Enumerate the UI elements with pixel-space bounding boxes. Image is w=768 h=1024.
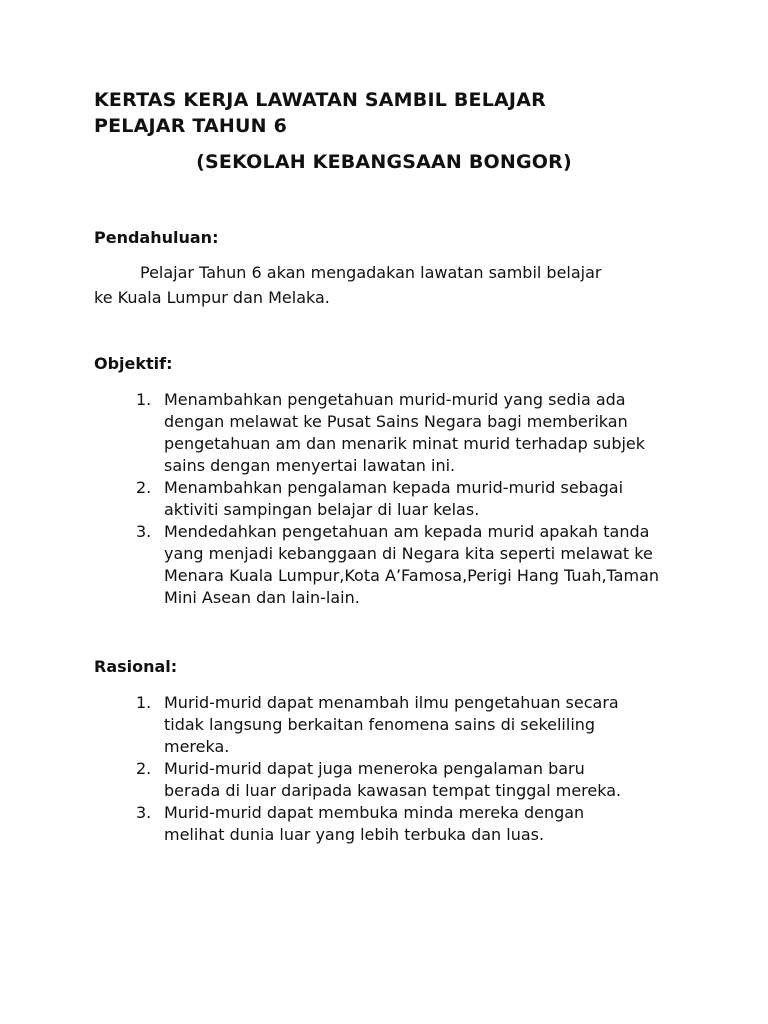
list-item-number: 1.: [136, 390, 152, 409]
objektif-heading: Objektif:: [94, 354, 173, 373]
pendahuluan-heading: Pendahuluan:: [94, 228, 219, 247]
list-item-number: 3.: [136, 522, 152, 541]
title-line-2: PELAJAR TAHUN 6: [94, 115, 287, 137]
list-item: [136, 802, 636, 846]
list-item-number: 3.: [136, 803, 152, 822]
list-item: [136, 692, 636, 758]
list-item-text: Murid-murid dapat membuka minda mereka dengan melihat dunia luar yang lebih terbuka dan luas.: [164, 803, 585, 844]
rasional-heading: Rasional:: [94, 657, 178, 676]
list-item-number: 1.: [136, 693, 152, 712]
pendahuluan-line-1: [94, 260, 684, 285]
list-item: [136, 521, 676, 609]
list-item-number: 2.: [136, 478, 152, 497]
document-title: [94, 87, 714, 139]
rasional-list: [136, 692, 636, 846]
list-item-text: Mendedahkan pengetahuan am kepada murid apakah tanda yang menjadi kebanggaan di Negara kita seperti melawat ke Menara Kuala Lumpur,Kota A’Famosa,Perigi Hang Tuah,Taman Mini Asean dan lain-lain.: [164, 522, 660, 607]
list-item-text: Murid-murid dapat menambah ilmu pengetahuan secara tidak langsung berkaitan fenomena sains di sekeliling mereka.: [164, 693, 619, 756]
list-item: [136, 477, 676, 521]
pendahuluan-line-2: ke Kuala Lumpur dan Melaka.: [94, 288, 330, 307]
document-subtitle: (SEKOLAH KEBANGSAAN BONGOR): [196, 151, 572, 173]
list-item: [136, 758, 636, 802]
list-item-text: Murid-murid dapat juga meneroka pengalaman baru berada di luar daripada kawasan tempat tinggal mereka.: [164, 759, 622, 800]
list-item-text: Menambahkan pengetahuan murid-murid yang sedia ada dengan melawat ke Pusat Sains Negara bagi memberikan pengetahuan am dan menarik minat murid terhadap subjek sains dengan menyertai lawatan ini.: [164, 390, 646, 475]
objektif-list: [136, 389, 676, 609]
pendahuluan-line-1-text: Pelajar Tahun 6 akan mengadakan lawatan sambil belajar: [140, 263, 602, 282]
pendahuluan-paragraph: [94, 260, 684, 310]
list-item: [136, 389, 676, 477]
title-line-1: KERTAS KERJA LAWATAN SAMBIL BELAJAR: [94, 89, 546, 111]
list-item-number: 2.: [136, 759, 152, 778]
list-item-text: Menambahkan pengalaman kepada murid-murid sebagai aktiviti sampingan belajar di luar kelas.: [164, 478, 624, 519]
